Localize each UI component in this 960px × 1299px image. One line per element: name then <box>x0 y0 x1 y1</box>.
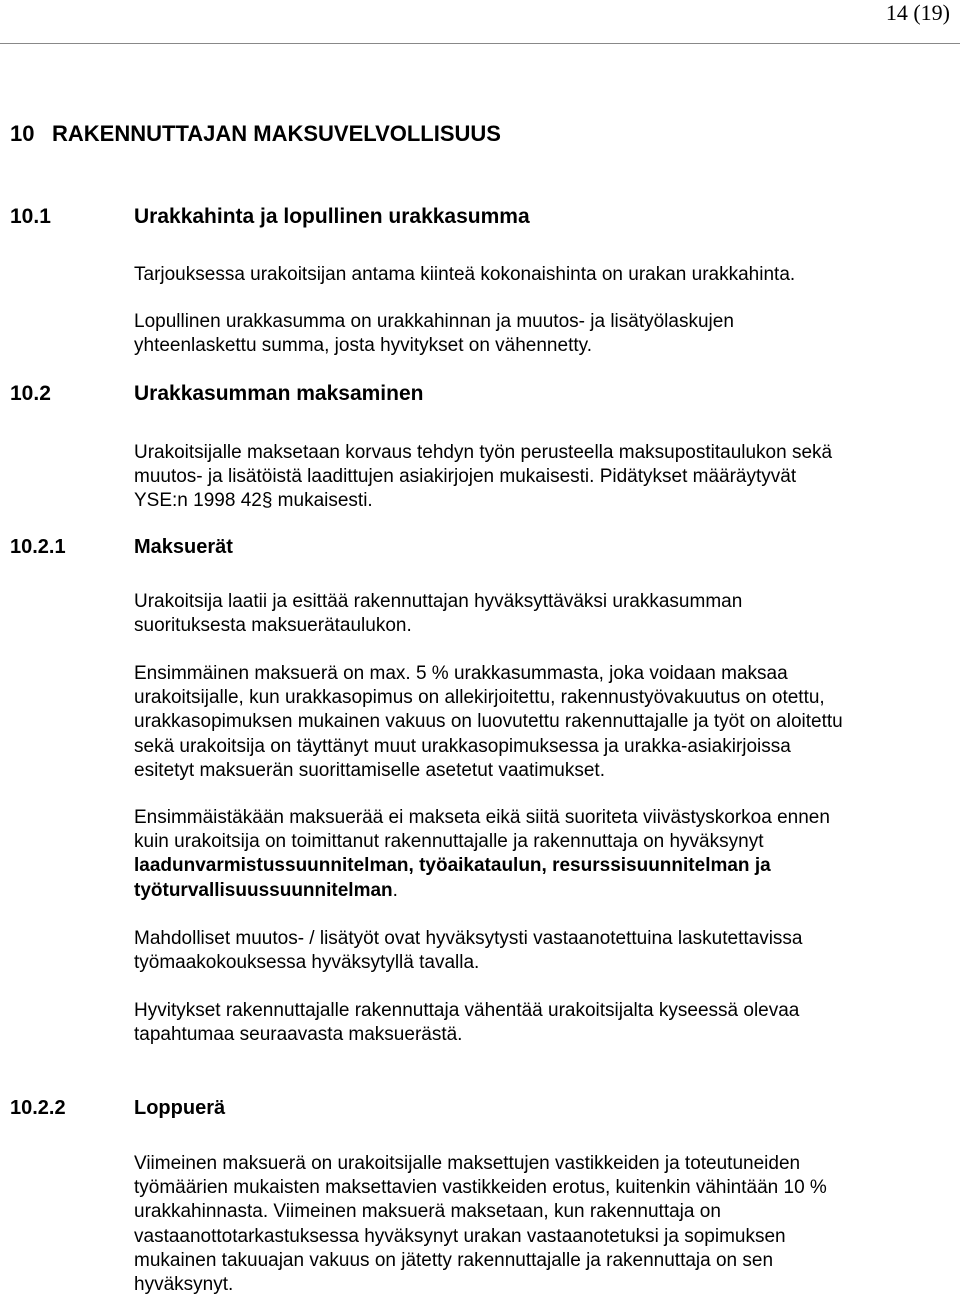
section-10-2-2-paragraph-1: Viimeinen maksuerä on urakoitsijalle maksettujen vastikkeiden ja toteutuneiden työmäärien mukaisten maksettavien vastikkeiden erotus, kuitenkin vähintään 10 % urakkahinnasta. Viimeinen maksuerä maksetaan, kun rakennuttaja on vastaanottotarkastuksessa hyväksynyt urakan vastaanotetuksi ja sopimuksen mukainen takuuajan vakuus on jätetty rakennuttajalle ja rakennuttaja on sen hyväksynyt. <box>134 1153 827 1296</box>
section-10-2-1-paragraph-2: Ensimmäinen maksuerä on max. 5 % urakkasummasta, joka voidaan maksaa urakoitsijalle, kun urakkasopimus on allekirjoitettu, rakennustyövakuutus on otettu, urakkasopimuksen mukainen vakuus on luovutettu rakennuttajalle ja työt on aloitettu sekä urakoitsija on täyttänyt muut urakkasopimuksessa ja urakka-asiakirjoissa esitetyt maksuerän suorittamiselle asetetut vaatimukset. <box>134 663 843 781</box>
section-title: Loppuerä <box>134 1097 226 1119</box>
section-number: 10.2.2 <box>10 1097 66 1119</box>
section-10-1-paragraph-1: Tarjouksessa urakoitsijan antama kiinteä kokonaishinta on urakan urakkahinta. <box>134 264 796 285</box>
section-10-2-paragraph-1: Urakoitsijalle maksetaan korvaus tehdyn työn perusteella maksupostitaulukon sekä muutos- ja lisätöistä laadittujen asiakirjojen mukaisesti. Pidätykset määräytyvät YSE:n 1998 42§ mukaisesti. <box>134 442 833 512</box>
section-number: 10.2.1 <box>10 536 66 558</box>
section-10-2-heading <box>10 381 423 407</box>
section-10-1-paragraph-2: Lopullinen urakkasumma on urakkahinnan ja muutos- ja lisätyölaskujen yhteenlaskettu summa, josta hyvitykset on vähennetty. <box>134 311 734 357</box>
section-10-2-2-heading <box>10 1096 225 1120</box>
section-number: 10.1 <box>10 205 51 228</box>
section-10-heading <box>10 121 501 147</box>
section-10-2-1-paragraph-5: Hyvitykset rakennuttajalle rakennuttaja vähentää urakoitsijalta kyseessä olevaa tapahtumaa seuraavasta maksuerästä. <box>134 1000 800 1046</box>
section-10-1-heading <box>10 204 530 230</box>
section-10-2-1-paragraph-4: Mahdolliset muutos- / lisätyöt ovat hyväksytysti vastaanotettuina laskutettavissa työmaakokouksessa hyväksytyllä tavalla. <box>134 928 803 974</box>
section-title: Maksuerät <box>134 536 233 558</box>
section-number: 10.2 <box>10 382 51 405</box>
section-title: Urakkasumman maksaminen <box>134 382 424 405</box>
section-10-2-1-heading <box>10 535 233 559</box>
section-title: Urakkahinta ja lopullinen urakkasumma <box>134 205 530 228</box>
section-number: 10 <box>10 121 35 146</box>
section-10-2-1-paragraph-3: Ensimmäistäkään maksuerää ei makseta eikä siitä suoriteta viivästyskorkoa ennen kuin urakoitsija on toimittanut rakennuttajalle ja rakennuttaja on hyväksynyt laadunvarmistussuunnitelman, työaikataulun, resurssisuunnitelman ja työturvallisuussuunnitelman. <box>134 807 830 901</box>
section-10-2-1-paragraph-1: Urakoitsija laatii ja esittää rakennuttajan hyväksyttäväksi urakkasumman suorituksesta maksuerätaulukon. <box>134 591 743 637</box>
header-rule <box>0 43 960 44</box>
page-number: 14 (19) <box>885 0 950 25</box>
section-title: RAKENNUTTAJAN MAKSUVELVOLLISUUS <box>52 121 501 146</box>
